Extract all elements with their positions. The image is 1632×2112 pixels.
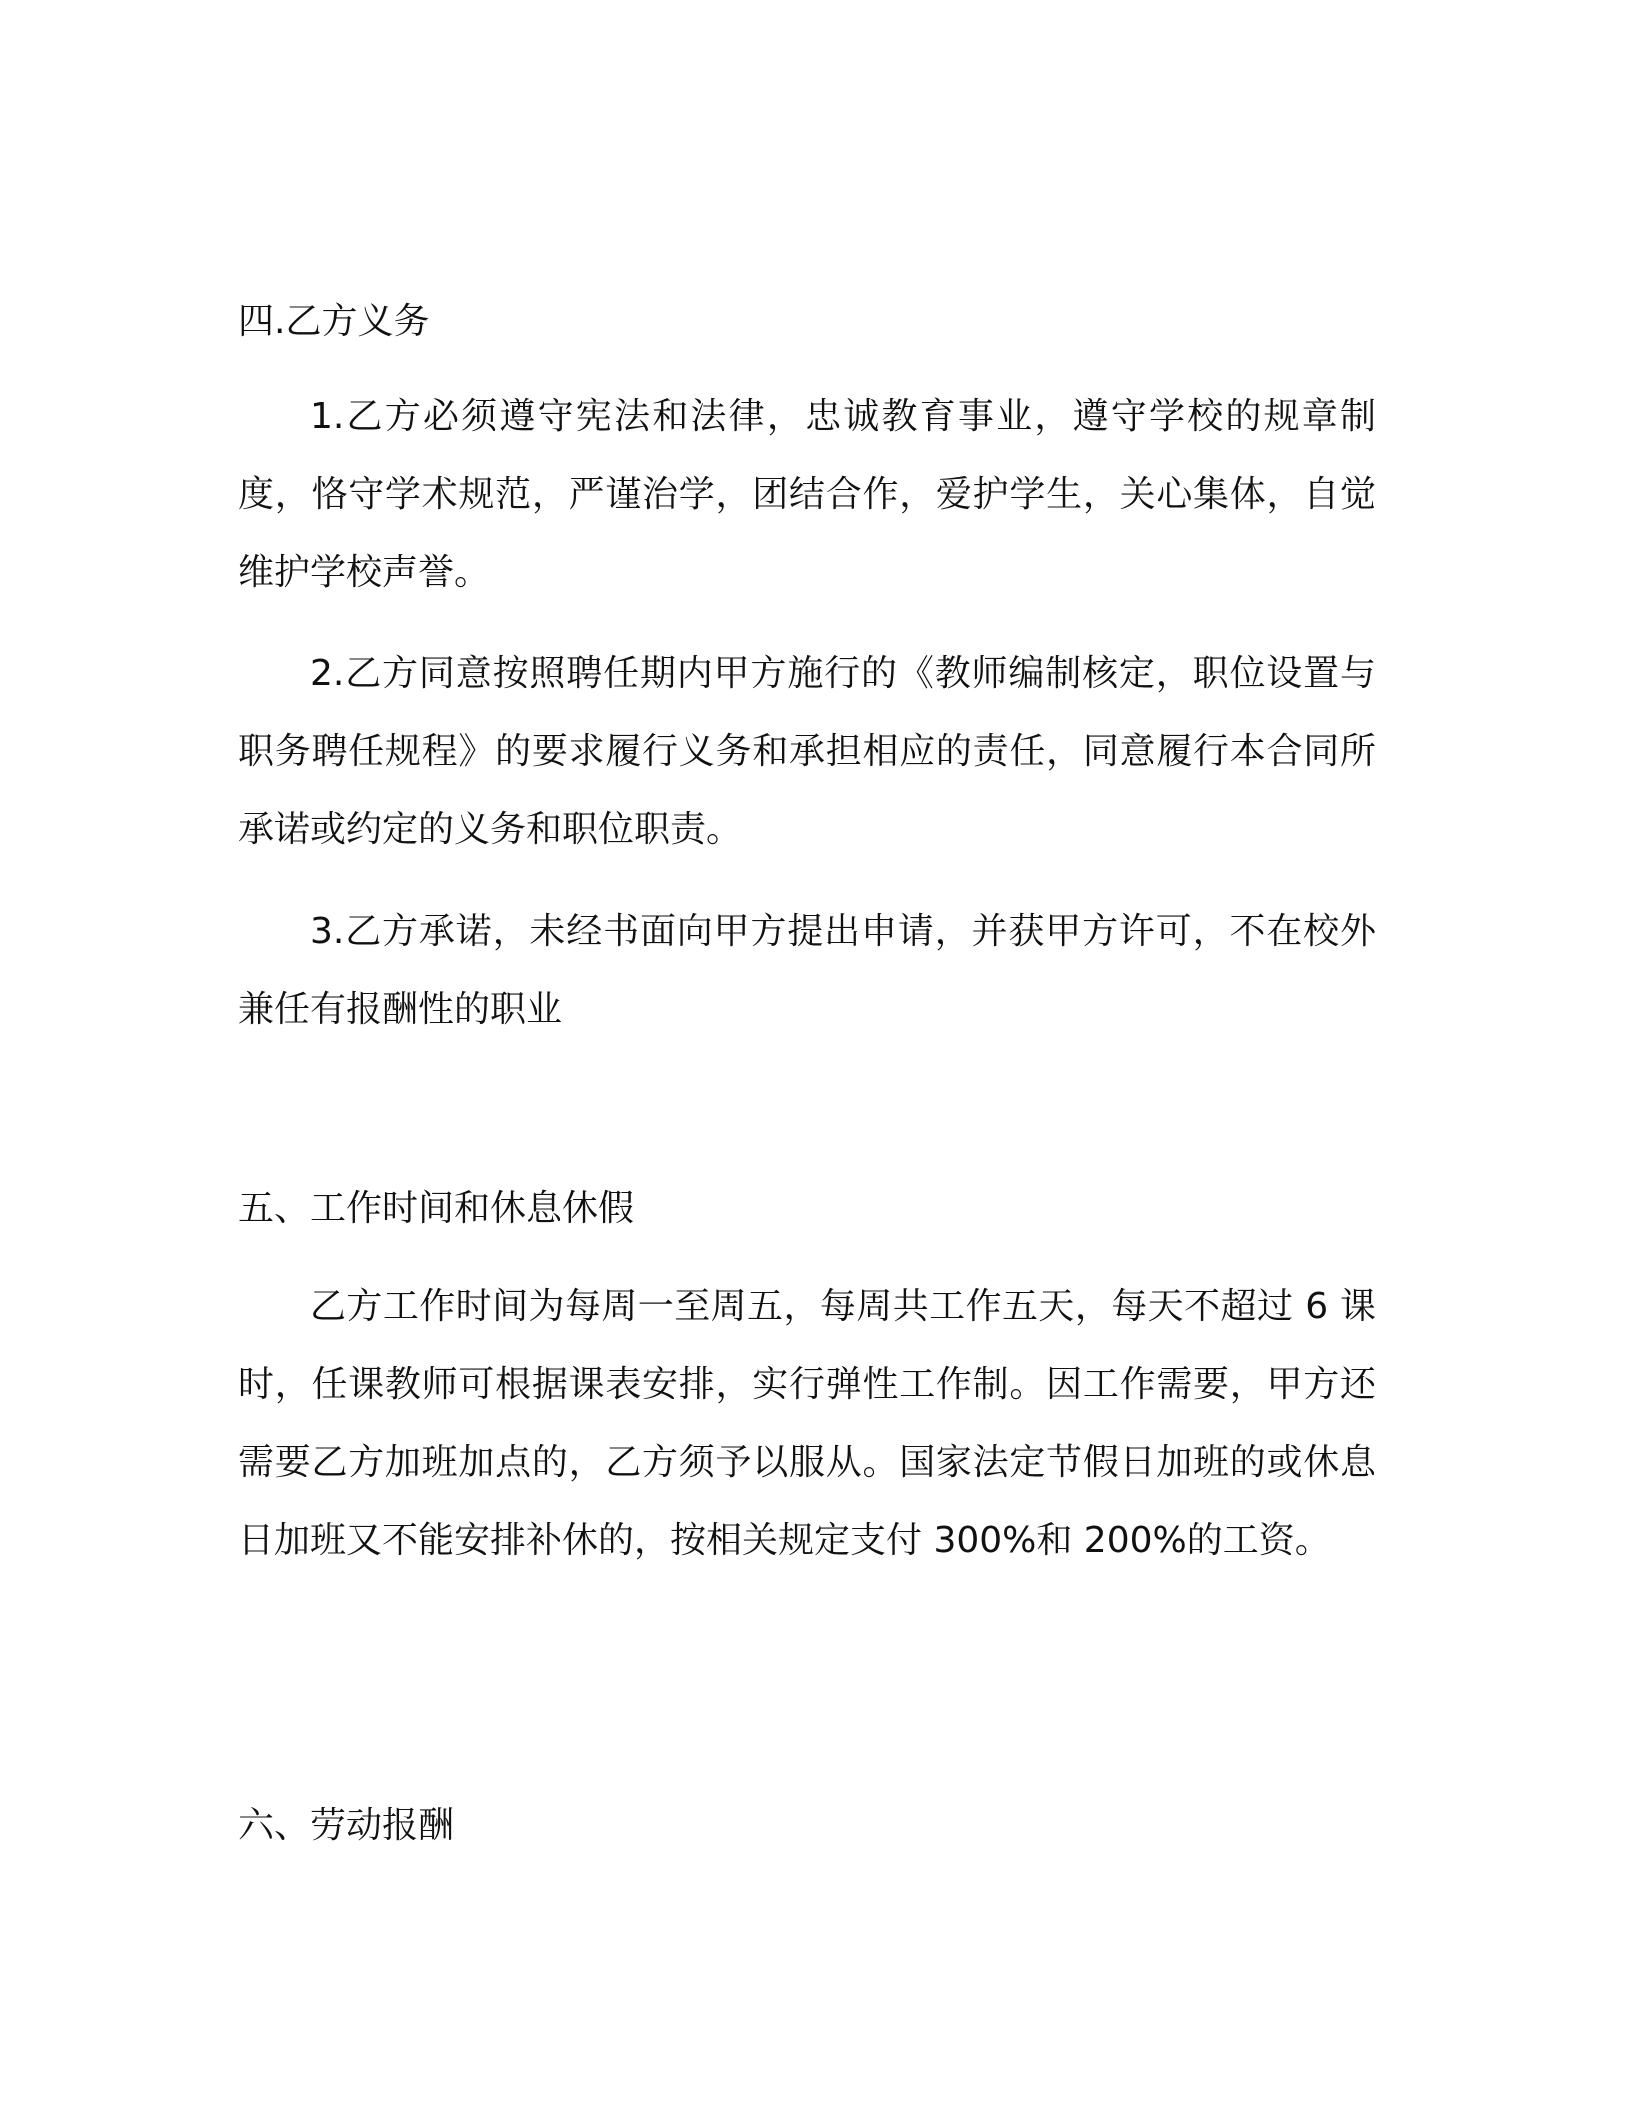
section-heading-obligations: 四.乙方义务 <box>238 301 430 342</box>
obligation-paragraph-2: 2.乙方同意按照聘任期内甲方施行的《教师编制核定，职位设置与职务聘任规程》的要求履行义务和承担相应的责任，同意履行本合同所承诺或约定的义务和职位职责。 <box>238 653 1376 850</box>
obligation-paragraph-3: 3.乙方承诺，未经书面向甲方提出申请，并获甲方许可，不在校外兼任有报酬性的职业 <box>238 911 1376 1030</box>
working-hours-paragraph: 乙方工作时间为每周一至周五，每周共工作五天，每天不超过 6 课时，任课教师可根据课表安排，实行弹性工作制。因工作需要，甲方还需要乙方加班加点的，乙方须予以服从。国家法定节假日加班的或休息日加班又不能安排补休的，按相关规定支付 300%和 200%的工资。 <box>238 1286 1376 1561</box>
section-heading-remuneration: 六、劳动报酬 <box>238 1805 455 1846</box>
section-heading-working-hours: 五、工作时间和休息休假 <box>238 1188 635 1229</box>
obligation-paragraph-1: 1.乙方必须遵守宪法和法律，忠诚教育事业，遵守学校的规章制度，恪守学术规范，严谨治学，团结合作，爱护学生，关心集体，自觉维护学校声誉。 <box>238 396 1376 593</box>
